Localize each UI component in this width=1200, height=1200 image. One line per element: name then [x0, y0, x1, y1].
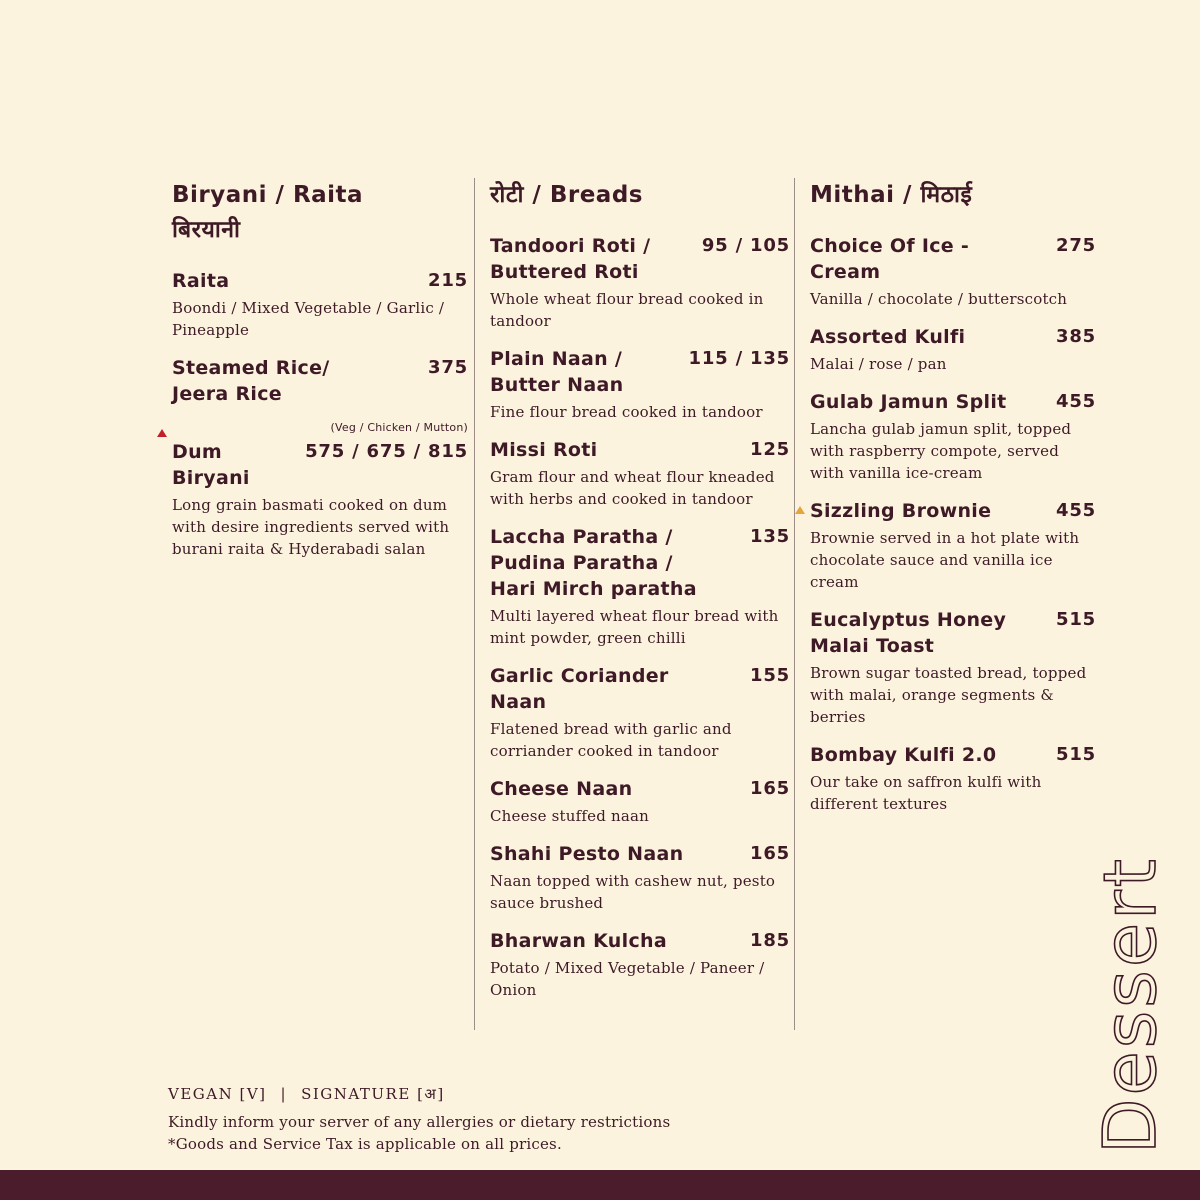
- item-row: [490, 776, 790, 802]
- footer-notes: [168, 1111, 670, 1155]
- gst-note: *Goods and Service Tax is applicable on all prices.: [168, 1135, 562, 1153]
- item-price: 455: [1056, 500, 1096, 521]
- item-description: Brown sugar toasted bread, topped with malai, orange segments & berries: [810, 664, 1087, 726]
- item-row: [490, 663, 790, 715]
- section-heading: रोटी / Breads: [490, 182, 643, 208]
- item-price: 385: [1056, 326, 1096, 347]
- dietary-legend: [168, 1082, 670, 1106]
- item-name: Bombay Kulfi 2.0: [810, 744, 997, 766]
- item-row: [490, 928, 790, 954]
- item-name: Garlic Coriander Naan: [490, 665, 669, 713]
- item-description: Cheese stuffed naan: [490, 807, 649, 825]
- item-name: Bharwan Kulcha: [490, 930, 667, 952]
- price-variants-note: (Veg / Chicken / Mutton): [330, 421, 468, 434]
- item-name: Raita: [172, 270, 230, 292]
- breads-column: [490, 178, 790, 1015]
- item-name: Cheese Naan: [490, 778, 633, 800]
- signature-marker-icon: [157, 429, 167, 437]
- menu-item: [810, 607, 1096, 728]
- column-divider: [794, 178, 795, 1030]
- item-description: Malai / rose / pan: [810, 355, 947, 373]
- menu-item: [490, 663, 790, 762]
- item-description: Multi layered wheat flour bread with mint powder, green chilli: [490, 607, 779, 647]
- item-row: [810, 742, 1096, 768]
- item-description: Brownie served in a hot plate with chocolate sauce and vanilla ice cream: [810, 529, 1080, 591]
- item-description: Gram flour and wheat flour kneaded with herbs and cooked in tandoor: [490, 468, 775, 508]
- item-description: Our take on saffron kulfi with different textures: [810, 773, 1042, 813]
- item-price: 215: [428, 270, 468, 291]
- item-row: [490, 524, 790, 602]
- item-row: [490, 346, 790, 398]
- item-name: Laccha Paratha / Pudina Paratha / Hari Mirch paratha: [490, 526, 697, 600]
- item-description: Naan topped with cashew nut, pesto sauce brushed: [490, 872, 776, 912]
- item-price: 275: [1056, 235, 1096, 256]
- item-price: 515: [1056, 744, 1096, 765]
- menu-item: [172, 355, 468, 407]
- signature-legend: SIGNATURE [अ]: [301, 1085, 445, 1103]
- menu-item: [490, 928, 790, 1001]
- item-name: Gulab Jamun Split: [810, 391, 1007, 413]
- menu-item: [490, 233, 790, 332]
- item-price: 515: [1056, 609, 1096, 630]
- item-price: 125: [750, 439, 790, 460]
- menu-item: [490, 841, 790, 914]
- item-price: 455: [1056, 391, 1096, 412]
- item-description: Fine flour bread cooked in tandoor: [490, 403, 763, 421]
- menu-item: [810, 233, 1096, 310]
- item-row: [490, 841, 790, 867]
- item-row: [172, 268, 468, 294]
- legend-separator: |: [280, 1085, 288, 1103]
- item-name: Shahi Pesto Naan: [490, 843, 684, 865]
- mithai-column: [810, 178, 1096, 829]
- menu-item: [810, 742, 1096, 815]
- item-row: [810, 233, 1096, 285]
- menu-item: [172, 421, 468, 560]
- item-price: 375: [428, 357, 468, 378]
- item-row: [810, 324, 1096, 350]
- item-name: Missi Roti: [490, 439, 598, 461]
- item-row: [490, 437, 790, 463]
- item-name: Eucalyptus Honey Malai Toast: [810, 609, 1007, 657]
- item-price: 165: [750, 778, 790, 799]
- item-row: [810, 607, 1096, 659]
- item-description: Whole wheat flour bread cooked in tandoor: [490, 290, 764, 330]
- item-name: Steamed Rice/ Jeera Rice: [172, 357, 330, 405]
- menu-footer: [168, 1082, 670, 1155]
- item-price: 155: [750, 665, 790, 686]
- item-price: 95 / 105: [701, 235, 790, 256]
- item-description: Lancha gulab jamun split, topped with raspberry compote, served with vanilla ice-cream: [810, 420, 1072, 482]
- item-description: Vanilla / chocolate / butterscotch: [810, 290, 1068, 308]
- item-description: Potato / Mixed Vegetable / Paneer / Onion: [490, 959, 765, 999]
- item-price: 575 / 675 / 815: [305, 441, 468, 462]
- item-description: Boondi / Mixed Vegetable / Garlic / Pineapple: [172, 299, 445, 339]
- item-name: Assorted Kulfi: [810, 326, 966, 348]
- item-price: 115 / 135: [688, 348, 790, 369]
- section-heading: Mithai / मिठाई: [810, 182, 973, 208]
- vegan-legend: VEGAN [V]: [168, 1085, 267, 1103]
- item-name: Choice Of Ice - Cream: [810, 235, 970, 283]
- highlight-marker-icon: [795, 506, 805, 514]
- menu-item: [810, 389, 1096, 484]
- item-price: 165: [750, 843, 790, 864]
- item-row: [810, 498, 1096, 524]
- bottom-bar: [0, 1170, 1200, 1200]
- menu-item: [490, 776, 790, 827]
- item-name: Sizzling Brownie: [810, 500, 992, 522]
- item-name: Dum Biryani: [172, 441, 250, 489]
- item-name: Plain Naan / Butter Naan: [490, 348, 624, 396]
- item-row: [490, 233, 790, 285]
- item-row: [810, 389, 1096, 415]
- column-divider: [474, 178, 475, 1030]
- menu-item: [172, 268, 468, 341]
- menu-item: [810, 324, 1096, 375]
- menu-item: [490, 346, 790, 423]
- item-description: Flatened bread with garlic and corriander cooked in tandoor: [490, 720, 732, 760]
- item-price: 185: [750, 930, 790, 951]
- item-row: [172, 439, 468, 491]
- menu-item: [810, 498, 1096, 593]
- section-label-dessert: Dessert: [1088, 856, 1172, 1154]
- allergy-note: Kindly inform your server of any allergies or dietary restrictions: [168, 1113, 671, 1131]
- item-name: Tandoori Roti / Buttered Roti: [490, 235, 651, 283]
- section-heading: Biryani / Raita बिरयानी: [172, 182, 364, 243]
- biryani-raita-column: [172, 178, 468, 574]
- item-description: Long grain basmati cooked on dum with desire ingredients served with burani raita & Hyderabadi salan: [172, 496, 450, 558]
- item-price: 135: [750, 526, 790, 547]
- menu-item: [490, 524, 790, 649]
- item-row: [172, 355, 468, 407]
- menu-item: [490, 437, 790, 510]
